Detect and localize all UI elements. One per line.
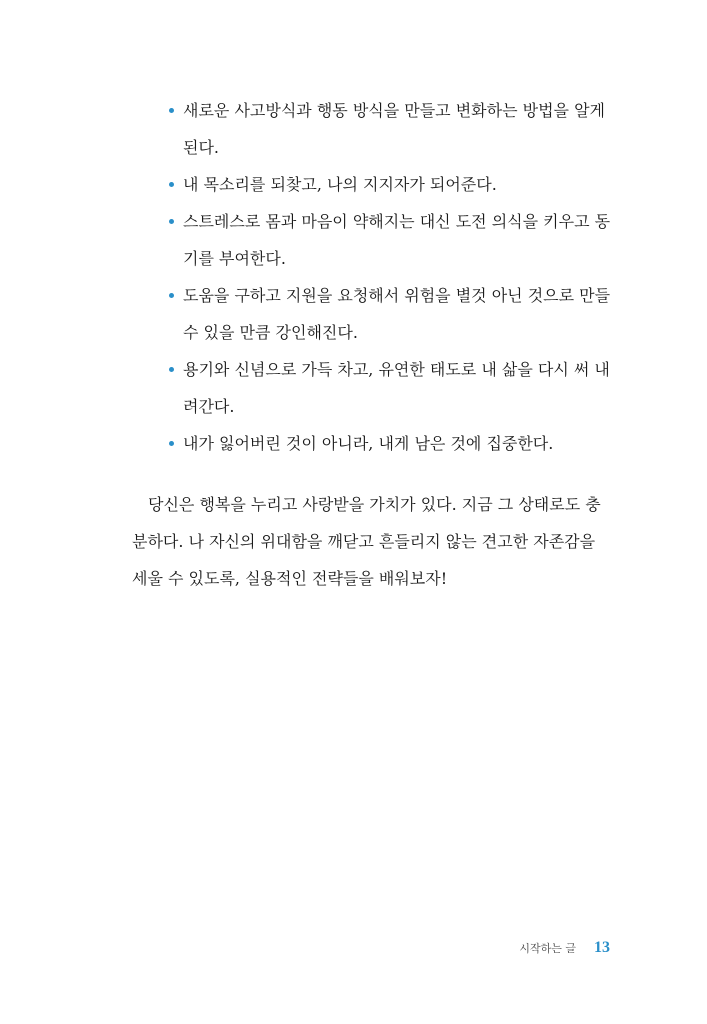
list-item-text: 도움을 구하고 지원을 요청해서 위험을 별것 아닌 것으로 만들 수 있을 만큼 강인해진다. [183, 286, 611, 342]
bullet-icon [169, 441, 174, 446]
section-label: 시작하는 글 [519, 942, 576, 955]
list-item [168, 425, 616, 462]
page-footer [519, 938, 610, 958]
bullet-icon [169, 182, 174, 187]
list-item [168, 166, 616, 203]
list-item [168, 351, 616, 425]
list-item-text: 새로운 사고방식과 행동 방식을 만들고 변화하는 방법을 알게 된다. [183, 101, 606, 157]
list-item-text: 내 목소리를 되찾고, 나의 지지자가 되어준다. [183, 175, 497, 194]
bullet-icon [169, 293, 174, 298]
bullet-list [168, 92, 616, 462]
bullet-icon [169, 367, 174, 372]
list-item-text: 내가 잃어버린 것이 아니라, 내게 남은 것에 집중한다. [183, 434, 554, 453]
list-item [168, 203, 616, 277]
list-item [168, 277, 616, 351]
closing-paragraph: 당신은 행복을 누리고 사랑받을 가치가 있다. 지금 그 상태로도 충분하다. 나 자신의 위대함을 깨닫고 흔들리지 않는 견고한 자존감을 세울 수 있도록, 실용적인 전략들을 배워보자! [132, 495, 601, 588]
list-item-text: 스트레스로 몸과 마음이 약해지는 대신 도전 의식을 키우고 동기를 부여한다. [183, 212, 611, 268]
bullet-icon [169, 219, 174, 224]
list-item-text: 용기와 신념으로 가득 차고, 유연한 태도로 내 삶을 다시 써 내려간다. [183, 360, 610, 416]
page-number: 13 [594, 939, 610, 956]
bullet-icon [169, 108, 174, 113]
list-item [168, 92, 616, 166]
